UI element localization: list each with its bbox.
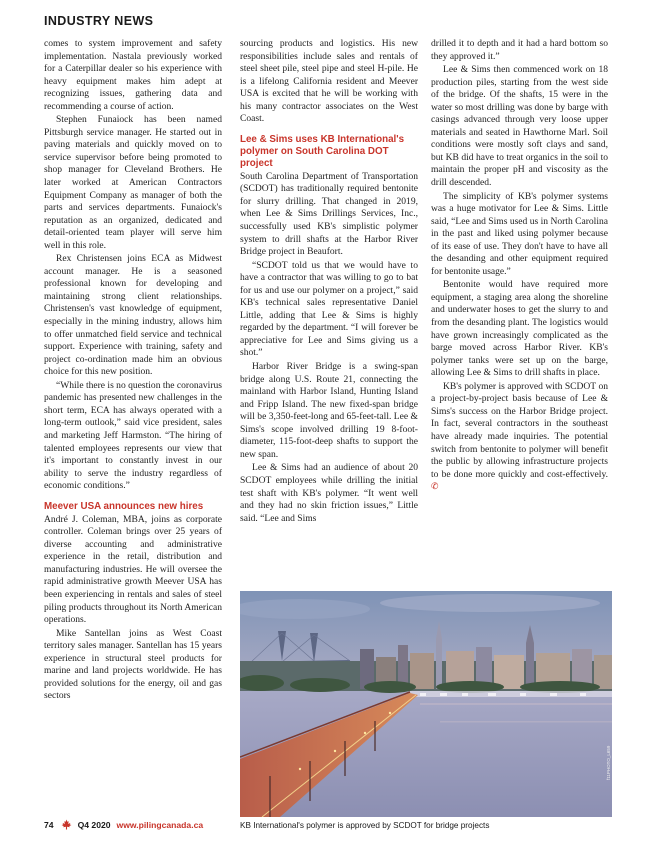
paragraph: Rex Christensen joins ECA as Midwest account manager. He is a seasoned professional known for developing and maintaining strong client relationships. Christensen's vast knowledge of equipment, especially in the mining industry, allows him to offer unmatched field service and technical support. Experience with training, safety and project co-ordination made him an obvious choice for this new position. xyxy=(44,253,222,378)
paragraph: Bentonite would have required more equipment, a staging area along the shoreline and underwater hoses to get the slurry to and from the desanding plant. The logistics would have grown increasingly complicated as the barge moved across Harbor River. KB's polymer tanks were set up on the barge, allowing Lee & Sims to drill shafts in place. xyxy=(431,279,608,379)
paragraph: sourcing products and logistics. His new responsibilities include sales and rentals of steel sheet pile, steel pipe and steel H-pile. He is a lifelong California resident and Meever USA is excited that he will be working with his many contractor associates on the West Coast. xyxy=(240,38,418,125)
photo-credit: f11PHOTO_L659 xyxy=(606,745,611,780)
photo-caption: KB International's polymer is approved by SCDOT for bridge projects xyxy=(240,821,490,830)
paragraph xyxy=(431,381,608,494)
paragraph: “SCDOT told us that we would have to have a contractor that was willing to go to bat for us and use our polymer on a project,” said KB's technical sales representative Daniel Little, adding that Lee & Sims is highly regarded by the department. “I will forever be appreciative for Lee and Sims giving us a shot.” xyxy=(240,259,418,359)
paragraph: Lee & Sims then commenced work on 18 production piles, starting from the west side of the bridge. Of the shafts, 15 were in the water so most drilling was done by barge with casings advanced through very loose upper materials and seated in Hawthorne Marl. Soil conditions were mostly soft clays and sand, but KB did have to treat organics in the soil to maintain the proper pH and viscosity as the drill descended. xyxy=(431,64,608,189)
column-2 xyxy=(240,38,418,525)
column-3 xyxy=(431,38,608,494)
paragraph: Harbor River Bridge is a swing-span bridge along U.S. Route 21, connecting the mainland with Harbor Island, Hunting Island and Fripp Island. The new fixed-span bridge will be 3,350-feet-long and 65-feet-tall. Lee & Sims's scope involved drilling 19 8-foot-diameter, 115-foot-deep shafts to support the new span. xyxy=(240,361,418,460)
paragraph: Mike Santellan joins as West Coast territory sales manager. Santellan has 15 years experience in structural steel products for marine and land projects worldwide. He has provided solutions for the energy, oil and gas sectors xyxy=(44,627,222,702)
paragraph: The simplicity of KB's polymer systems was a huge motivator for Lee & Sims. Little said, “Lee and Sims used us in North Carolina in the past and liked using polymer because of its ease of use. They don't have to have all the desanding and other equipment required for bentonite usage.” xyxy=(431,190,608,277)
website-link[interactable]: www.pilingcanada.ca xyxy=(116,820,204,830)
column-1 xyxy=(44,38,222,703)
paragraph: Stephen Funaiock has been named Pittsburgh service manager. He started out in paving materials and quickly moved on to service supervisor before being promoted to shop manager for Cleveland Brothers. He later worked at American Contractors Equipment Company as manager of both the parts and services departments. Funaiock's reputation as an organized, dedicated and detail-oriented team player will serve him well in this role. xyxy=(44,114,222,251)
paragraph: André J. Coleman, MBA, joins as corporate controller. Coleman brings over 25 years of diverse accounting and administrative experience in the retail, distribution and manufacturing industries. He will oversee the rapid administrative growth Meever USA has been experiencing in rentals and sales of steel piling products throughout its North American operations. xyxy=(44,513,222,626)
page-number: 74 xyxy=(44,820,54,830)
paragraph: South Carolina Department of Transportation (SCDOT) has traditionally required bentonite for slurry drilling. That changed in 2019, when Lee & Sims Drillings Services, Inc., successfully used KB's simplistic polymer system to drill shafts at the Harbor River Bridge project in Beaufort. xyxy=(240,170,418,258)
paragraph-text: KB's polymer is approved with SCDOT on a project-by-project basis because of Lee & Sims's success on the Harbor Bridge project. In fact, several contractors in the southeast have already made inquiries. The potential switch from bentonite to polymer will benefit the public by allowing infrastructure projects to be done more quickly and cost-effectively. xyxy=(431,380,608,480)
paragraph: comes to system improvement and safety implementation. Nastala previously worked for a Caterpillar dealer so his experience with heavy equipment makes him adept at recognizing issues, gathering data and recommending a course of action. xyxy=(44,38,222,112)
paragraph: “While there is no question the coronavirus pandemic has presented new challenges in the short term, ECA has always operated with a long-term outlook,” said vice president, sales and marketing Jeff Harmston. “The hiring of talented employees represents our view that it's important to constantly invest in our ability to serve the industry regardless of economic conditions.” xyxy=(44,379,222,492)
subhead-meever: Meever USA announces new hires xyxy=(44,500,204,512)
paragraph: Lee & Sims had an audience of about 20 SCDOT employees while drilling the initial test shaft with KB's polymer. “It went well and they had no skin friction issues,” Little said. “Lee and Sims xyxy=(240,462,418,524)
bridge-photo xyxy=(240,591,612,817)
maple-leaf-icon xyxy=(61,819,72,832)
end-mark-icon: ✆ xyxy=(431,482,439,493)
paragraph: drilled it to depth and it had a hard bottom so they approved it.” xyxy=(431,38,608,62)
section-label: INDUSTRY NEWS xyxy=(44,14,154,28)
issue-label: Q4 2020 xyxy=(77,820,111,830)
page-footer xyxy=(44,818,203,832)
subhead-lee-sims: Lee & Sims uses KB International's polymer on South Carolina DOT project xyxy=(240,133,405,169)
